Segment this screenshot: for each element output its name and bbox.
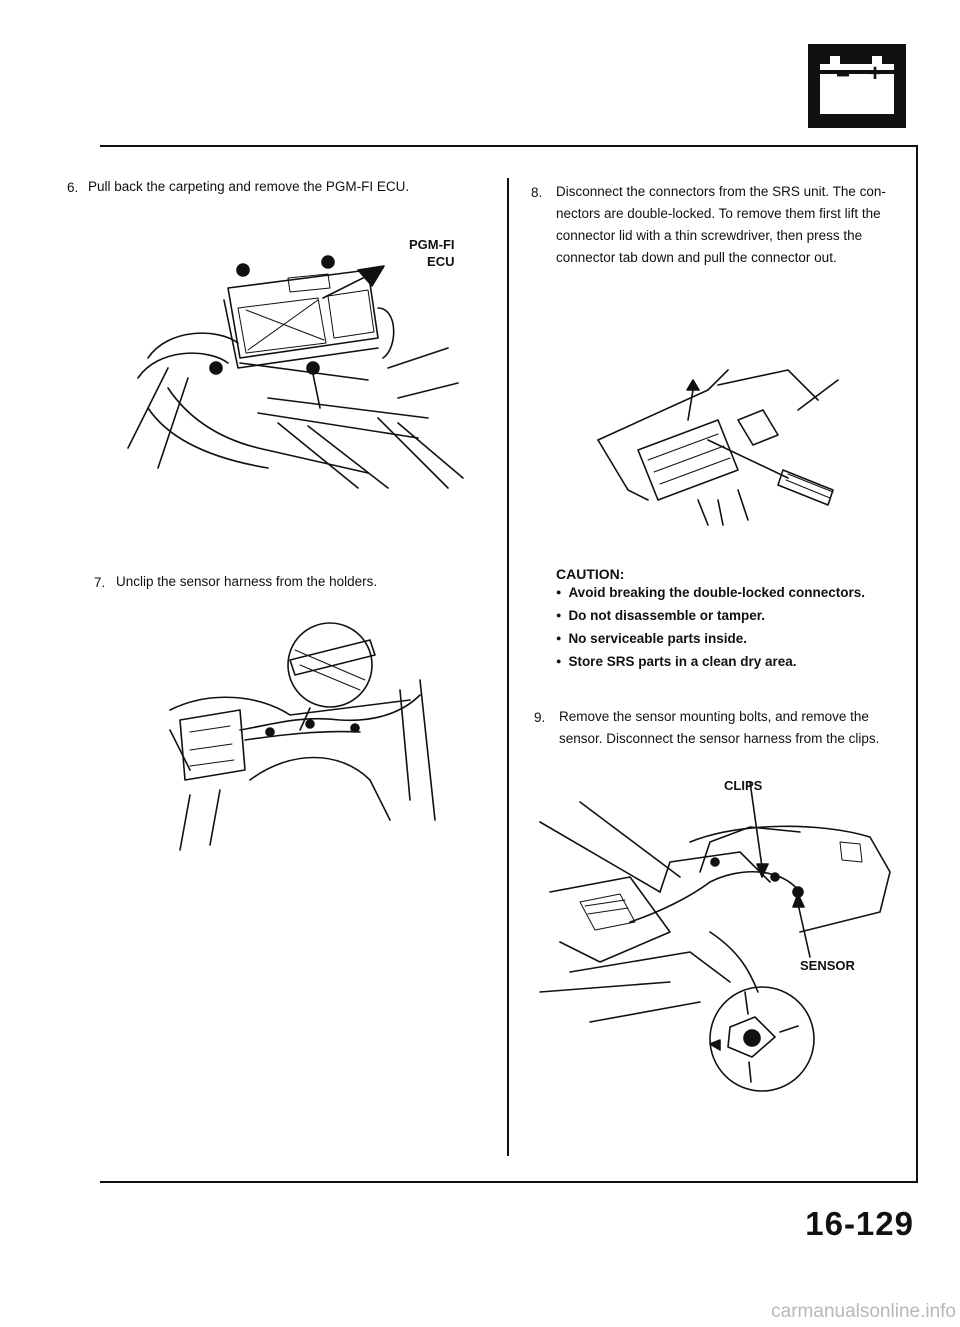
sensor-location-illustration [540,782,900,1102]
step-8-line: Disconnect the connectors from the SRS unit. The con- [556,184,886,199]
step-9-line: Remove the sensor mounting bolts, and remove the [559,709,869,724]
caution-title: CAUTION: [556,566,625,582]
step-8-line: connector lid with a thin screwdriver, then press the [556,228,863,243]
step-9-text [559,706,879,750]
clips-callout: CLIPS [724,778,763,793]
bottom-rule [100,1181,918,1183]
step-8-text [556,181,886,269]
sensor-callout: SENSOR [800,958,855,973]
top-rule [100,145,918,147]
caution-item: ● Avoid breaking the double-locked connectors. [556,582,865,605]
ecu-illustration [128,248,468,498]
step-6-text: Pull back the carpeting and remove the PGM-FI ECU. [88,179,410,194]
caution-list [556,582,865,674]
page-number: 16-129 [805,1205,914,1242]
step-8-number: 8. [531,185,543,200]
column-divider [507,178,509,1156]
harness-illustration [150,620,440,860]
step-7-text: Unclip the sensor harness from the holders. [116,574,378,589]
connector-illustration [588,360,858,530]
caution-item: ● No serviceable parts inside. [556,628,865,651]
step-9-number: 9. [534,710,546,725]
step-8-line: connector tab down and pull the connector out. [556,250,837,265]
battery-icon [808,44,906,128]
step-7-number: 7. [94,575,106,590]
right-border [916,145,918,1182]
caution-item: ● Store SRS parts in a clean dry area. [556,651,865,674]
watermark: carmanualsonline.info [771,1301,956,1322]
battery-minus-sign: − [836,62,851,89]
caution-item: ● Do not disassemble or tamper. [556,605,865,628]
step-9-line: sensor. Disconnect the sensor harness from the clips. [559,731,880,746]
step-6-number: 6. [67,180,79,195]
step-8-line: nectors are double-locked. To remove them first lift the [556,206,881,221]
ecu-callout-line1: PGM-FI [409,237,455,252]
ecu-callout-line2: ECU [427,254,455,269]
battery-plus-sign: + [868,60,883,87]
ecu-callout [409,236,455,270]
